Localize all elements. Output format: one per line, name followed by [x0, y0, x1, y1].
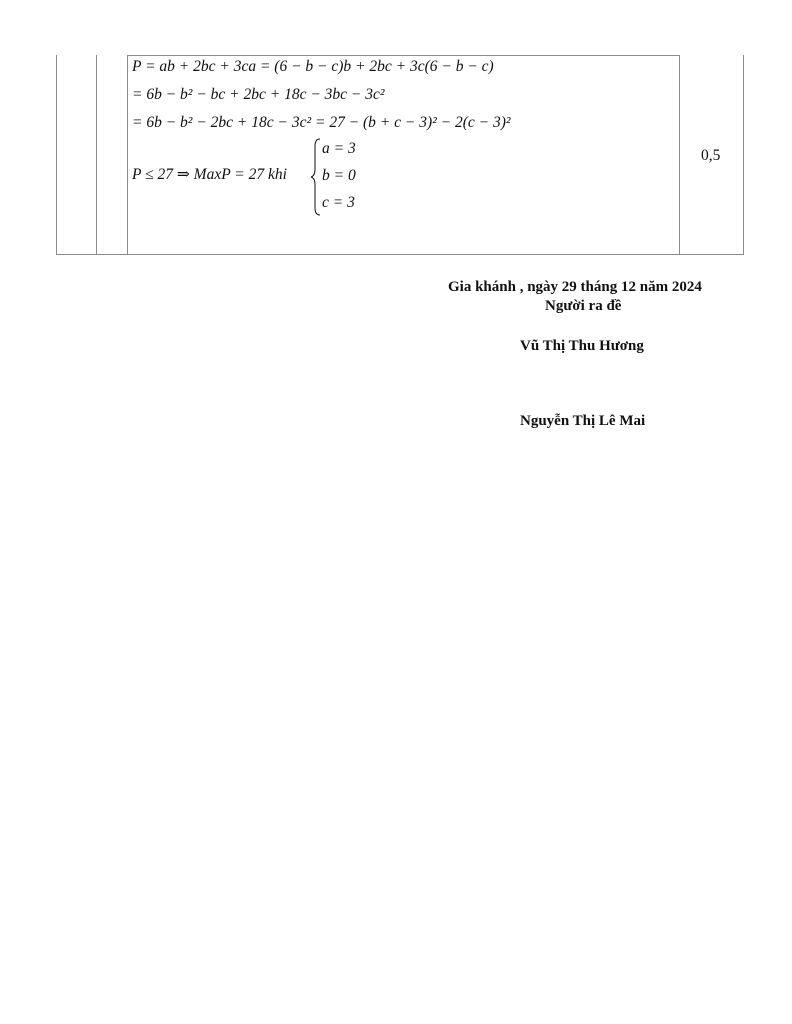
signer-role: Người ra đề — [545, 298, 622, 314]
table-divider-3 — [679, 55, 680, 255]
solution-line-2: = 6b − b² − bc + 2bc + 18c − 3bc − 3c² — [132, 86, 385, 103]
table-bottom-border — [56, 254, 744, 255]
table-top-border — [127, 55, 680, 56]
answer-table — [56, 55, 744, 255]
solution-line-4: P ≤ 27 ⇒ MaxP = 27 khi — [132, 166, 287, 183]
system-eq-b: b = 0 — [322, 167, 356, 184]
table-divider-1 — [96, 55, 97, 255]
author-name-2: Nguyễn Thị Lê Mai — [520, 413, 646, 429]
table-border-left — [56, 55, 57, 255]
table-divider-2 — [127, 55, 128, 255]
system-eq-a: a = 3 — [322, 140, 356, 157]
table-border-right — [743, 55, 744, 255]
score-cell: 0,5 — [701, 147, 721, 164]
solution-line-1: P = ab + 2bc + 3ca = (6 − b − c)b + 2bc + 3c(6 − b − c) — [132, 58, 494, 75]
place-date: Gia khánh , ngày 29 tháng 12 năm 2024 — [448, 279, 702, 295]
system-eq-c: c = 3 — [322, 194, 355, 211]
solution-line-3: = 6b − b² − 2bc + 18c − 3c² = 27 − (b + c − 3)² − 2(c − 3)² — [132, 114, 511, 131]
author-name-1: Vũ Thị Thu Hương — [520, 338, 644, 354]
system-brace — [311, 138, 321, 216]
